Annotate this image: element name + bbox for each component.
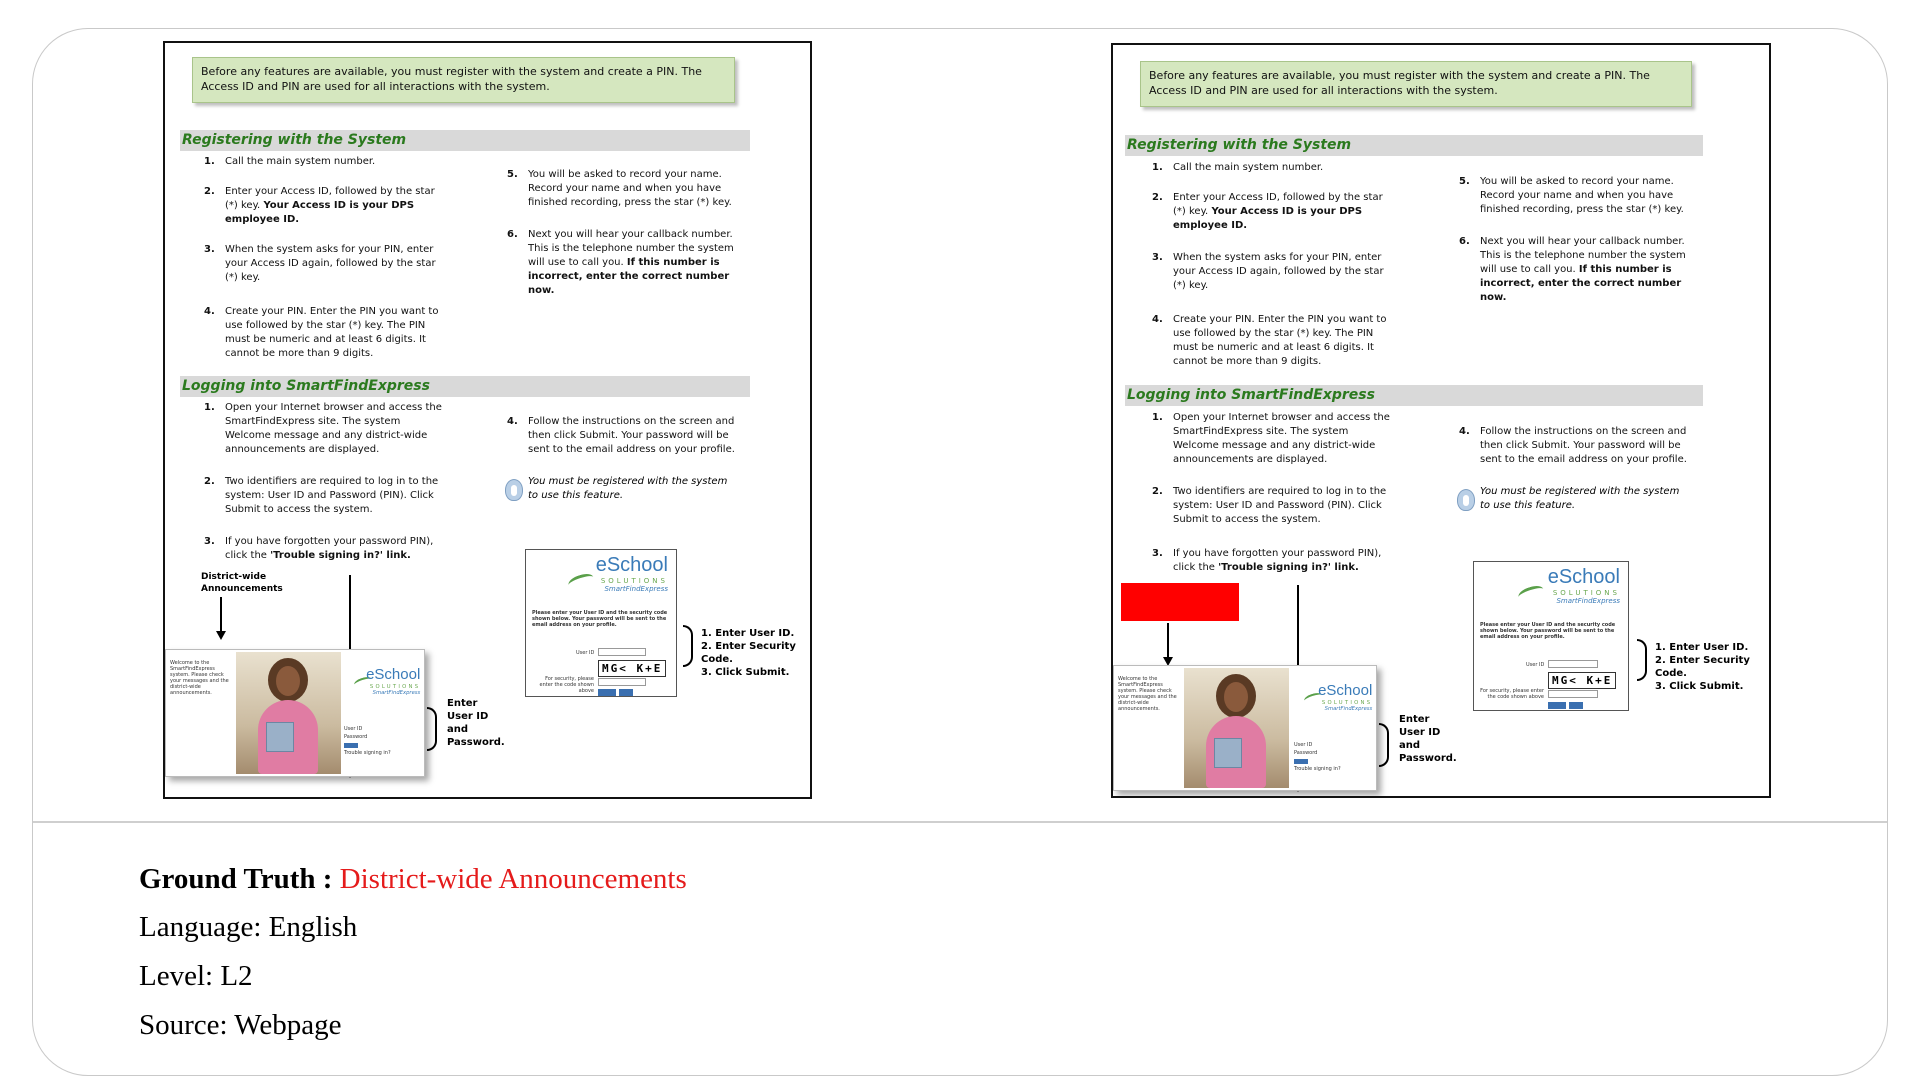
welcome-text: Welcome to the SmartFindExpress system. Please check your messages and the district-wide announcements. xyxy=(1118,676,1177,712)
security-field xyxy=(1548,690,1598,698)
section-heading-register: Registering with the System xyxy=(1125,135,1703,156)
eschool-logo: eSchool SOLUTIONS SmartFindExpress xyxy=(1317,682,1372,712)
user-id-label: User ID xyxy=(576,650,595,656)
level-line: Level: L2 xyxy=(139,960,253,992)
security-field xyxy=(598,678,646,686)
password-label-mini: Password xyxy=(1294,750,1318,756)
section-heading-login: Logging into SmartFindExpress xyxy=(1125,385,1703,406)
security-label: For security, please enter the code shown above xyxy=(1480,688,1544,700)
submit-button-mini xyxy=(598,689,616,696)
register-step-2: 2. Enter your Access ID, followed by the star (*) key. Your Access ID is your DPS employee ID. xyxy=(204,186,435,225)
captcha-image: MG< K+E xyxy=(1548,672,1616,689)
login-step-1: 1. Open your Internet browser and access the SmartFindExpress site. The system Welcome message and any district-wide announcements are displayed. xyxy=(204,402,442,455)
back-button-mini xyxy=(1569,702,1583,709)
back-button-mini xyxy=(619,689,633,696)
comparison-card xyxy=(32,28,1888,1076)
callout-enter-credentials: Enter User ID and Password. xyxy=(1399,714,1457,764)
login-step-2: 2. Two identifiers are required to log in to the system: User ID and Password (PIN). Click Submit to access the system. xyxy=(1152,486,1387,525)
arrow-line xyxy=(220,597,222,633)
register-step-6: 6. Next you will hear your callback number. This is the telephone number the system will use to call you. If this number is incorrect, enter the correct number now. xyxy=(1459,236,1686,303)
register-step-1: 1. Call the main system number. xyxy=(204,156,376,167)
callout-brace xyxy=(683,625,693,667)
district-wide-announcements-label: District-wide Announcements xyxy=(201,572,283,594)
login-step-3: 3. If you have forgotten your password PIN), click the 'Trouble signing in?' link. xyxy=(1152,548,1382,573)
login-step-2: 2. Two identifiers are required to log in to the system: User ID and Password (PIN). Click Submit to access the system. xyxy=(204,476,439,515)
eschool-logo: eSchool SOLUTIONS SmartFindExpress xyxy=(365,666,420,696)
register-step-5: 5. You will be asked to record your name. Record your name and when you have finished recording, press the star (*) key. xyxy=(1459,176,1684,215)
callout-brace xyxy=(1379,723,1389,767)
intro-note: Before any features are available, you must register with the system and create a PIN. The Access ID and PIN are used for all interactions with the system. xyxy=(192,57,735,103)
submit-button-mini xyxy=(1548,702,1566,709)
document-page-original xyxy=(163,41,812,799)
callout-steps: 1. Enter User ID. 2. Enter Security Code. 3. Click Submit. xyxy=(1655,642,1750,692)
login-step-4: 4. Follow the instructions on the screen and then click Submit. Your password will be sent to the email address on your profile. xyxy=(1459,426,1687,465)
user-label-mini: User ID xyxy=(1294,742,1313,748)
welcome-page-screenshot xyxy=(165,649,425,777)
welcome-photo xyxy=(236,652,341,774)
section-heading-login: Logging into SmartFindExpress xyxy=(180,376,750,397)
eschool-logo-swoosh-icon xyxy=(1517,583,1545,602)
tip-text: You must be registered with the system to use this feature. xyxy=(528,476,728,501)
section-heading-register: Registering with the System xyxy=(180,130,750,151)
login-step-4: 4. Follow the instructions on the screen and then click Submit. Your password will be sent to the email address on your profile. xyxy=(507,416,735,455)
welcome-photo xyxy=(1184,668,1289,788)
password-label-mini: Password xyxy=(344,734,368,740)
submit-button-mini xyxy=(1294,759,1308,764)
submit-button-mini xyxy=(344,743,358,748)
document-page-redacted xyxy=(1111,43,1771,798)
callout-brace xyxy=(427,707,437,751)
language-line: Language: English xyxy=(139,911,358,943)
welcome-page-screenshot xyxy=(1113,665,1377,791)
trouble-link-mini: Trouble signing in? xyxy=(344,750,391,756)
register-step-5: 5. You will be asked to record your name. Record your name and when you have finished recording, press the star (*) key. xyxy=(507,169,732,208)
register-step-2: 2. Enter your Access ID, followed by the star (*) key. Your Access ID is your DPS employee ID. xyxy=(1152,192,1383,231)
ground-truth-line xyxy=(139,863,687,896)
register-step-3: 3. When the system asks for your PIN, enter your Access ID again, followed by the star (*) key. xyxy=(204,244,436,283)
user-label-mini: User ID xyxy=(344,726,363,732)
tip-text: You must be registered with the system to use this feature. xyxy=(1480,486,1680,511)
register-step-6: 6. Next you will hear your callback number. This is the telephone number the system will use to call you. If this number is incorrect, enter the correct number now. xyxy=(507,229,734,296)
arrow-line xyxy=(1167,623,1169,659)
intro-note: Before any features are available, you must register with the system and create a PIN. The Access ID and PIN are used for all interactions with the system. xyxy=(1140,61,1692,107)
eschool-logo: eSchool SOLUTIONS SmartFindExpress xyxy=(1547,566,1620,605)
source-line: Source: Webpage xyxy=(139,1009,342,1041)
forgot-password-screenshot xyxy=(525,549,677,697)
trouble-link-mini: Trouble signing in? xyxy=(1294,766,1341,772)
login-prompt: Please enter your User ID and the security code shown below. Your password will be sent to the email address on your profile. xyxy=(1480,622,1616,640)
lightbulb-icon xyxy=(1457,489,1475,511)
register-step-4: 4. Create your PIN. Enter the PIN you want to use followed by the star (*) key. The PIN must be numeric and at least 6 digits. It cannot be more than 9 digits. xyxy=(204,306,439,359)
register-step-3: 3. When the system asks for your PIN, enter your Access ID again, followed by the star (*) key. xyxy=(1152,252,1384,291)
user-id-field xyxy=(1548,660,1598,668)
register-step-1: 1. Call the main system number. xyxy=(1152,162,1324,173)
login-step-1: 1. Open your Internet browser and access the SmartFindExpress site. The system Welcome message and any district-wide announcements are displayed. xyxy=(1152,412,1390,465)
register-step-4: 4. Create your PIN. Enter the PIN you want to use followed by the star (*) key. The PIN must be numeric and at least 6 digits. It cannot be more than 9 digits. xyxy=(1152,314,1387,367)
forgot-password-screenshot xyxy=(1473,561,1629,711)
callout-steps: 1. Enter User ID. 2. Enter Security Code. 3. Click Submit. xyxy=(701,628,796,678)
login-prompt: Please enter your User ID and the security code shown below. Your password will be sent to the email address on your profile. xyxy=(532,610,668,628)
section-divider xyxy=(33,821,1887,823)
captcha-image: MG< K+E xyxy=(598,660,666,677)
user-id-label: User ID xyxy=(1526,662,1545,668)
login-step-3: 3. If you have forgotten your password PIN), click the 'Trouble signing in?' link. xyxy=(204,536,434,561)
redaction-box[interactable] xyxy=(1121,583,1239,621)
eschool-logo-swoosh-icon xyxy=(567,571,595,590)
security-label: For security, please enter the code shown above xyxy=(539,676,594,694)
lightbulb-icon xyxy=(505,479,523,501)
arrow-down-icon xyxy=(216,631,226,640)
callout-enter-credentials: Enter User ID and Password. xyxy=(447,698,505,748)
eschool-logo: eSchool SOLUTIONS SmartFindExpress xyxy=(595,554,668,593)
callout-brace xyxy=(1637,639,1647,681)
user-id-field xyxy=(598,648,646,656)
ground-truth-value: District-wide Announcements xyxy=(339,863,687,895)
welcome-text: Welcome to the SmartFindExpress system. Please check your messages and the district-wide announcements. xyxy=(170,660,229,696)
ground-truth-label: Ground Truth : xyxy=(139,863,333,895)
